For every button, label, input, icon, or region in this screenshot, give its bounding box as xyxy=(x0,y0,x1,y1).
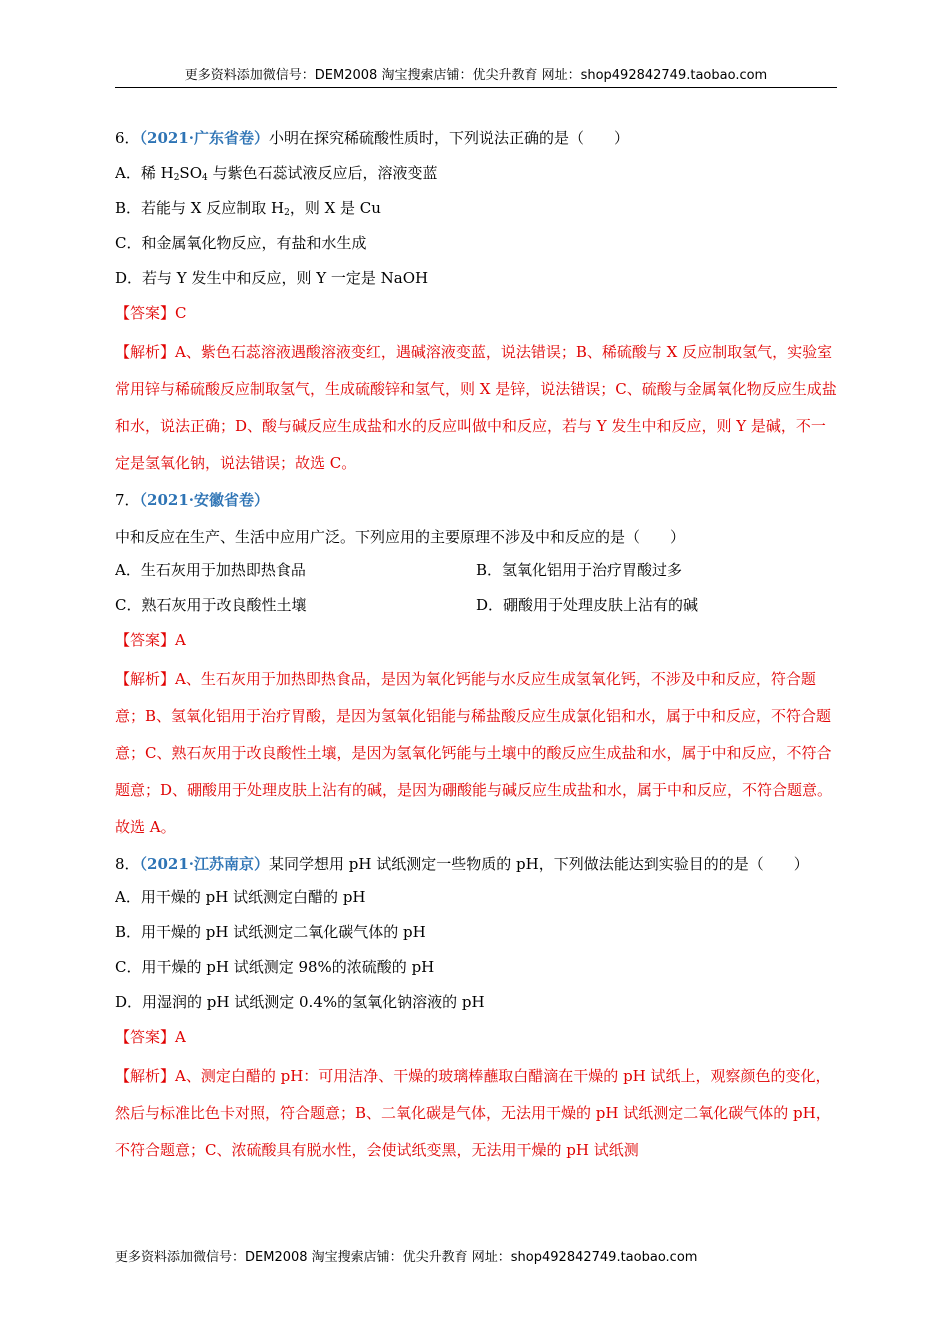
question-8-option-b: B．用干燥的 pH 试纸测定二氧化碳气体的 pH xyxy=(115,923,426,941)
page-footer: 更多资料添加微信号：DEM2008 淘宝搜索店铺：优尖升教育 网址：shop492842749.taobao.com xyxy=(115,1250,698,1265)
question-7-analysis: 【解析】A、生石灰用于加热即热食品，是因为氧化钙能与水反应生成氢氧化钙，不涉及中和反应，符合题意；B、氢氧化铝用于治疗胃酸，是因为氢氧化铝能与稀盐酸反应生成氯化铝和水，属于中和反应，不符合题意；C、熟石灰用于改良酸性土壤，是因为氢氧化钙能与土壤中的酸反应生成盐和水，属于中和反应，不符合题意；D、硼酸用于处理皮肤上沾有的碱，是因为硼酸能与碱反应生成盐和水，属于中和反应，不符合题意。故选 A。 xyxy=(115,670,833,836)
page-header: 更多资料添加微信号：DEM2008 淘宝搜索店铺：优尖升教育 网址：shop492842749.taobao.com xyxy=(115,66,837,88)
question-6-option-b: B．若能与 X 反应制取 $H_2$，则 X 是 Cu xyxy=(115,199,381,218)
question-6-option-c: C．和金属氧化物反应，有盐和水生成 xyxy=(115,234,367,252)
question-source: （2021·江苏南京） xyxy=(139,855,270,873)
question-source: （2021·安徽省卷） xyxy=(139,491,270,509)
question-7-options-row-2 xyxy=(115,591,837,626)
question-7-option-a: A．生石灰用于加热即热食品 xyxy=(115,561,306,579)
question-7-option-c: C．熟石灰用于改良酸性土壤 xyxy=(115,596,307,614)
question-8-stem xyxy=(115,846,837,883)
question-text: 中和反应在生产、生活中应用广泛。下列应用的主要原理不涉及中和反应的是（ ） xyxy=(115,528,686,546)
question-6-option-a: A．稀 $H_2SO_4$ 与紫色石蕊试液反应后，溶液变蓝 xyxy=(115,164,438,183)
question-6-option-d: D．若与 Y 发生中和反应，则 Y 一定是 NaOH xyxy=(115,269,429,287)
question-8-option-c: C．用干燥的 pH 试纸测定 98%的浓硫酸的 pH xyxy=(115,958,435,976)
question-text: 某同学想用 pH 试纸测定一些物质的 pH，下列做法能达到实验目的的是（ ） xyxy=(269,855,809,873)
question-7-option-d: D．硼酸用于处理皮肤上沾有的碱 xyxy=(476,596,699,614)
question-number: 8． xyxy=(115,855,140,873)
question-7-options-row-1 xyxy=(115,556,837,591)
question-8-option-a: A．用干燥的 pH 试纸测定白醋的 pH xyxy=(115,888,366,906)
document-body xyxy=(115,124,837,1169)
question-7-option-b: B．氢氧化铝用于治疗胃酸过多 xyxy=(476,561,683,579)
question-7-stem xyxy=(115,482,837,556)
question-6-answer: 【答案】C xyxy=(115,304,187,322)
question-8-analysis: 【解析】A、测定白醋的 pH：可用洁净、干燥的玻璃棒蘸取白醋滴在干燥的 pH 试纸上，观察颜色的变化，然后与标准比色卡对照，符合题意；B、二氧化碳是气体，无法用干燥的 pH 试纸测定二氧化碳气体的 pH，不符合题意；C、浓硫酸具有脱水性，会使试纸变黑，无法用干燥的 pH 试纸测 xyxy=(115,1067,831,1159)
question-text: 小明在探究稀硫酸性质时，下列说法正确的是（ ） xyxy=(269,129,630,147)
question-6-analysis: 【解析】A、紫色石蕊溶液遇酸溶液变红，遇碱溶液变蓝，说法错误；B、稀硫酸与 X 反应制取氢气，实验室常用锌与稀硫酸反应制取氢气，生成硫酸锌和氢气，则 X 是锌，说法错误；C、硫酸与金属氧化物反应生成盐和水，说法正确；D、酸与碱反应生成盐和水的反应叫做中和反应，若与 Y 发生中和反应，则 Y 是碱，不一定是氢氧化钠，说法错误；故选 C。 xyxy=(115,343,837,472)
question-8-answer: 【答案】A xyxy=(115,1028,186,1046)
question-8-option-d: D．用湿润的 pH 试纸测定 0.4%的氢氧化钠溶液的 pH xyxy=(115,993,485,1011)
question-number: 6． xyxy=(115,129,140,147)
question-6-stem xyxy=(115,124,837,159)
question-number: 7． xyxy=(115,491,140,509)
question-7-answer: 【答案】A xyxy=(115,631,186,649)
question-source: （2021·广东省卷） xyxy=(139,129,270,147)
